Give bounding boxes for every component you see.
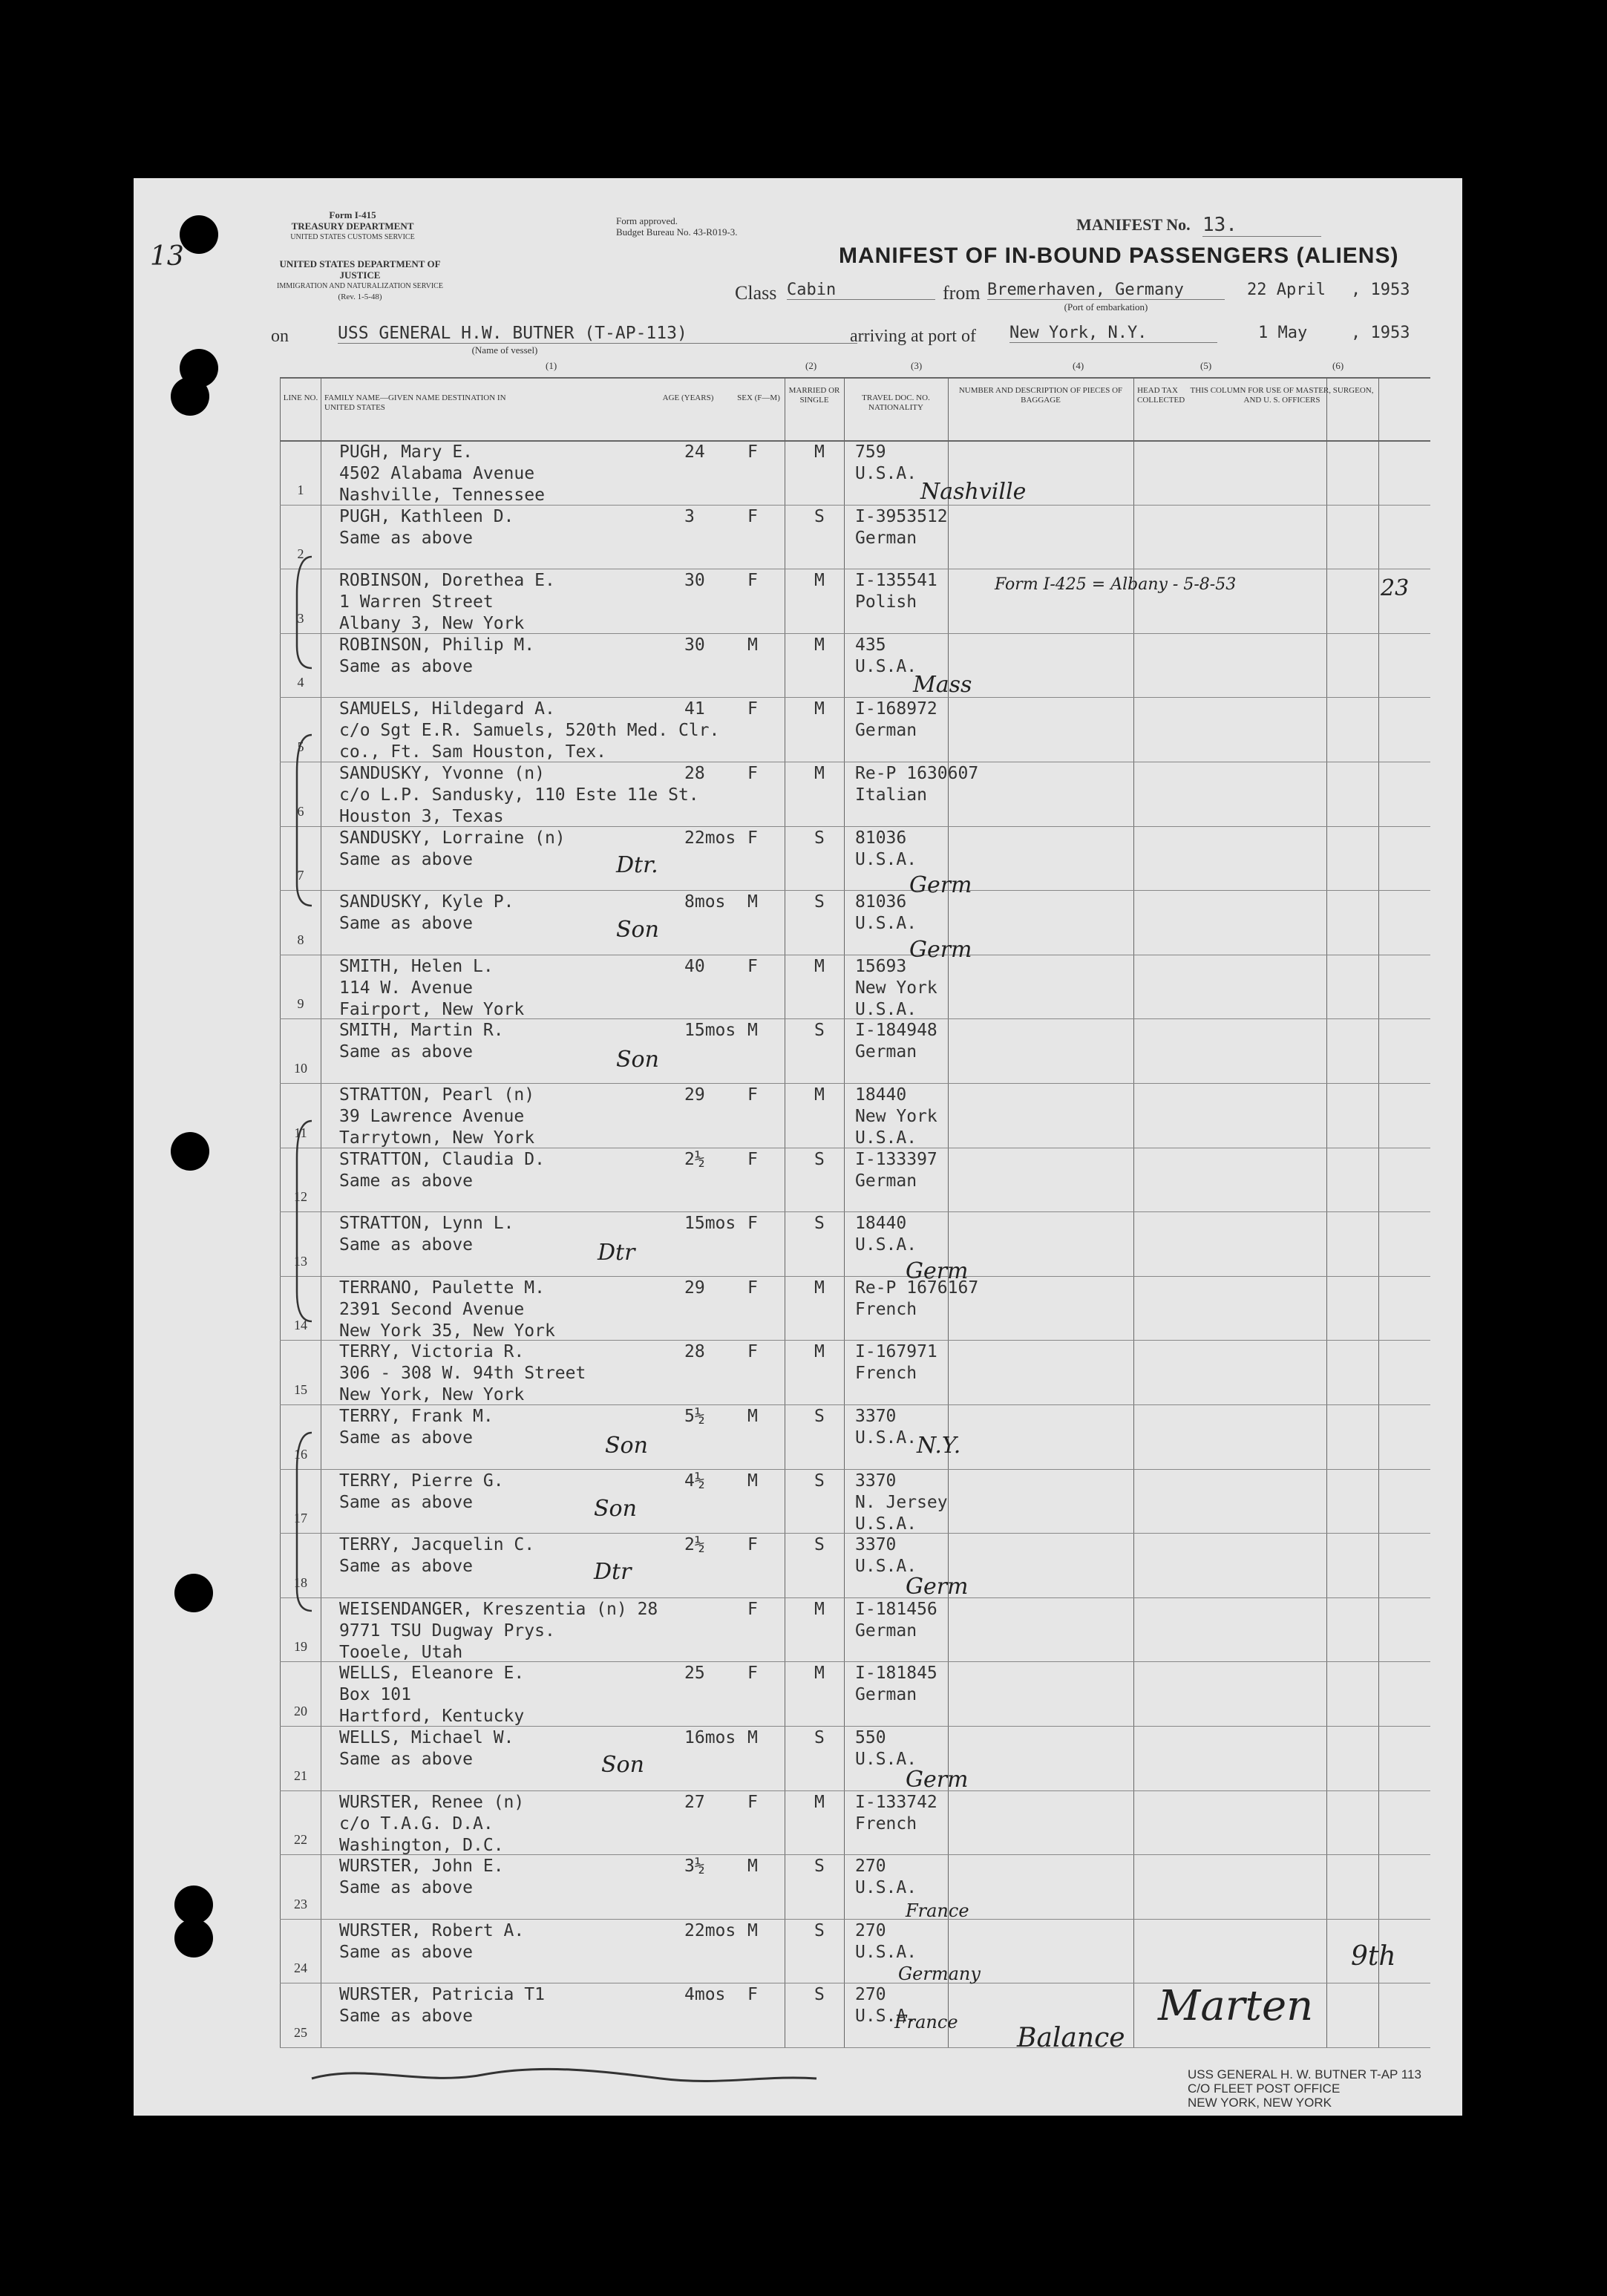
column-number: (6) xyxy=(1332,360,1344,371)
travel-document: Re-P 1676167 French xyxy=(855,1278,979,1319)
travel-document: 18440 New York U.S.A. xyxy=(855,1085,937,1148)
immigration-label: IMMIGRATION AND NATURALIZATION SERVICE xyxy=(277,282,443,290)
table-row xyxy=(280,762,1430,826)
departure-date: 22 April xyxy=(1247,281,1326,299)
passenger-sex: F xyxy=(747,828,758,848)
travel-document: 3370 U.S.A. xyxy=(855,1535,917,1577)
handwritten-note: Germany xyxy=(898,1963,981,1984)
passenger-sex: F xyxy=(747,956,758,976)
handwritten-note: Germ xyxy=(906,1574,969,1600)
table-row xyxy=(280,1404,1430,1469)
column-number: (3) xyxy=(911,360,923,371)
passenger-name: ROBINSON, Dorethea E. 1 Warren Street Albany 3, New York xyxy=(339,571,555,634)
table-row xyxy=(280,505,1430,569)
passenger-age: 28 xyxy=(684,764,705,783)
marital-status: S xyxy=(814,1857,825,1877)
revision-label: (Rev. 1-5-48) xyxy=(338,292,382,301)
bottom-scribble xyxy=(304,2056,824,2101)
marital-status: S xyxy=(814,1021,825,1041)
line-number: 9 xyxy=(297,996,304,1012)
table-row xyxy=(280,1597,1430,1662)
travel-document: I-133742 French xyxy=(855,1792,937,1834)
marital-status: S xyxy=(814,892,825,912)
passenger-sex: F xyxy=(747,1342,758,1362)
family-brackets xyxy=(282,549,327,2034)
handwritten-note: Germ xyxy=(909,872,972,898)
handwritten-note: N.Y. xyxy=(917,1433,961,1459)
passenger-name: STRATTON, Lynn L. Same as above xyxy=(339,1214,514,1255)
passenger-name: SANDUSKY, Kyle P. Same as above xyxy=(339,892,514,934)
passenger-age: 3 xyxy=(684,506,695,526)
marital-status: M xyxy=(814,764,825,783)
passenger-age: 30 xyxy=(684,571,705,591)
marital-status: M xyxy=(814,1599,825,1619)
travel-document: 15693 New York U.S.A. xyxy=(855,956,937,1019)
travel-document: I-133397 German xyxy=(855,1149,937,1191)
column-number: (2) xyxy=(805,360,817,371)
passenger-name: STRATTON, Claudia D. Same as above xyxy=(339,1149,545,1191)
travel-document: 81036 U.S.A. xyxy=(855,892,917,934)
passenger-sex: F xyxy=(747,442,758,462)
passenger-name: SANDUSKY, Yvonne (n) c/o L.P. Sandusky, 110 Este 11e St. Houston 3, Texas xyxy=(339,764,699,826)
table-row xyxy=(280,569,1430,633)
passenger-name: TERRY, Jacquelin C. Same as above xyxy=(339,1535,535,1577)
passenger-sex: M xyxy=(747,1471,758,1491)
passenger-name: ROBINSON, Philip M. Same as above xyxy=(339,635,535,676)
line-number: 6 xyxy=(297,803,304,819)
marital-status: M xyxy=(814,1342,825,1362)
form-header xyxy=(260,209,445,243)
manifest-title: MANIFEST OF IN-BOUND PASSENGERS (ALIENS) xyxy=(839,243,1399,268)
class-value: Cabin xyxy=(787,281,935,300)
table-row xyxy=(280,1533,1430,1597)
table-row xyxy=(280,1018,1430,1083)
col-tax-header: HEAD TAX COLLECTED xyxy=(1137,386,1185,405)
passenger-sex: F xyxy=(747,699,758,719)
passenger-sex: M xyxy=(747,1728,758,1747)
passenger-name: WURSTER, Patricia T1 Same as above xyxy=(339,1985,545,2027)
table-row xyxy=(280,1211,1430,1276)
col-age-header: AGE (YEARS) xyxy=(662,393,714,402)
manifest-number-label: MANIFEST No. xyxy=(1076,215,1191,234)
port-caption: (Port of embarkation) xyxy=(1064,301,1148,313)
passenger-name: PUGH, Mary E. 4502 Alabama Avenue Nashville, Tennessee xyxy=(339,442,545,505)
passenger-age: 22mos xyxy=(684,1920,736,1940)
travel-document: I-3953512 German xyxy=(855,506,948,548)
line-number: 25 xyxy=(294,2024,307,2040)
from-value: Bremerhaven, Germany xyxy=(987,281,1225,300)
table-row xyxy=(280,1340,1430,1404)
column-number: (5) xyxy=(1200,360,1212,371)
table-row xyxy=(280,440,1430,505)
passenger-age: 16mos xyxy=(684,1728,736,1747)
handwritten-note: Mass xyxy=(913,672,972,698)
travel-document: 270 U.S.A. xyxy=(855,1857,917,1898)
punch-hole xyxy=(171,377,209,416)
form-number: Form I-415 xyxy=(329,209,376,220)
handwritten-note: Son xyxy=(601,1752,644,1778)
passenger-name: TERRANO, Paulette M. 2391 Second Avenue New York 35, New York xyxy=(339,1278,555,1341)
customs-label: UNITED STATES CUSTOMS SERVICE xyxy=(290,233,415,241)
marital-status: M xyxy=(814,1085,825,1105)
line-number: 24 xyxy=(294,1960,307,1976)
passenger-sex: F xyxy=(747,1664,758,1684)
marital-status: M xyxy=(814,1278,825,1298)
passenger-age: 3½ xyxy=(684,1857,705,1877)
passenger-sex: F xyxy=(747,1599,758,1619)
passenger-name: TERRY, Frank M. Same as above xyxy=(339,1407,494,1448)
col-baggage-header: NUMBER AND DESCRIPTION OF PIECES OF BAGGAGE xyxy=(958,386,1123,405)
passenger-name: PUGH, Kathleen D. Same as above xyxy=(339,506,514,548)
line-number: 2 xyxy=(297,546,304,562)
passenger-sex: F xyxy=(747,1792,758,1812)
officer-signature: Marten xyxy=(1158,1982,1314,2030)
passenger-age: 8mos xyxy=(684,892,726,912)
line-number: 12 xyxy=(294,1189,307,1205)
passenger-sex: F xyxy=(747,1535,758,1555)
marital-status: M xyxy=(814,1664,825,1684)
handwritten-note: Nashville xyxy=(920,479,1027,505)
handwritten-note: France xyxy=(906,1900,969,1921)
stamp-line: USS GENERAL H. W. BUTNER T-AP 113 xyxy=(1188,2067,1421,2081)
handwritten-note: 23 xyxy=(1381,575,1410,601)
departure-year: , 1953 xyxy=(1351,281,1410,299)
passenger-table xyxy=(280,377,1430,2047)
passenger-name: TERRY, Victoria R. 306 - 308 W. 94th Street New York, New York xyxy=(339,1342,586,1405)
passenger-sex: M xyxy=(747,1920,758,1940)
arrival-year: , 1953 xyxy=(1351,324,1410,342)
column-number: (1) xyxy=(546,360,557,371)
stamp-line: C/O FLEET POST OFFICE xyxy=(1188,2081,1341,2096)
marital-status: S xyxy=(814,1149,825,1169)
passenger-name: STRATTON, Pearl (n) 39 Lawrence Avenue Tarrytown, New York xyxy=(339,1085,535,1148)
table-row xyxy=(280,1790,1430,1855)
travel-document: 3370 U.S.A. xyxy=(855,1407,917,1448)
manifest-number: 13. xyxy=(1202,214,1321,237)
marital-status: S xyxy=(814,1728,825,1747)
travel-document: I-168972 German xyxy=(855,699,937,741)
passenger-age: 2½ xyxy=(684,1535,705,1555)
arrival-port: New York, N.Y. xyxy=(1009,324,1217,343)
line-number: 1 xyxy=(297,482,304,497)
handwritten-note: Dtr. xyxy=(616,852,658,878)
table-row xyxy=(280,1726,1430,1790)
line-number: 4 xyxy=(297,675,304,690)
table-row xyxy=(280,1148,1430,1212)
marital-status: S xyxy=(814,1407,825,1426)
travel-document: 435 U.S.A. xyxy=(855,635,917,676)
treasury-label: TREASURY DEPARTMENT xyxy=(291,220,414,232)
handwritten-note: Son xyxy=(605,1433,648,1459)
line-number: 20 xyxy=(294,1703,307,1718)
passenger-age: 5½ xyxy=(684,1407,705,1426)
passenger-age: 24 xyxy=(684,442,705,462)
table-row xyxy=(280,1919,1430,1983)
passenger-sex: M xyxy=(747,635,758,655)
passenger-sex: F xyxy=(747,506,758,526)
passenger-age: 41 xyxy=(684,699,705,719)
handwritten-note: Son xyxy=(616,1047,659,1073)
approval-note xyxy=(616,215,765,238)
table-row xyxy=(280,1083,1430,1148)
from-label: from xyxy=(943,282,981,304)
line-number: 15 xyxy=(294,1381,307,1397)
passenger-name: WELLS, Eleanore E. Box 101 Hartford, Kentucky xyxy=(339,1664,525,1727)
travel-document: I-184948 German xyxy=(855,1021,937,1062)
passenger-name: SMITH, Helen L. 114 W. Avenue Fairport, New York xyxy=(339,956,525,1019)
column-number: (4) xyxy=(1073,360,1084,371)
travel-document: 3370 N. Jersey U.S.A. xyxy=(855,1471,948,1534)
line-number: 16 xyxy=(294,1446,307,1462)
passenger-age: 22mos xyxy=(684,828,736,848)
line-number: 3 xyxy=(297,610,304,626)
vessel-name: USS GENERAL H.W. BUTNER (T-AP-113) xyxy=(338,324,857,344)
travel-document: 81036 U.S.A. xyxy=(855,828,917,869)
travel-document: Re-P 1630607 Italian xyxy=(855,764,979,805)
travel-document: 18440 U.S.A. xyxy=(855,1214,917,1255)
vessel-caption: (Name of vessel) xyxy=(471,344,538,356)
marital-status: M xyxy=(814,956,825,976)
passenger-sex: F xyxy=(747,1149,758,1169)
handwritten-note: Balance xyxy=(1017,2023,1125,2053)
passenger-age: 30 xyxy=(684,635,705,655)
marital-status: M xyxy=(814,1792,825,1812)
passenger-name: WURSTER, Renee (n) c/o T.A.G. D.A. Washington, D.C. xyxy=(339,1792,525,1855)
table-row xyxy=(280,697,1430,762)
line-number: 22 xyxy=(294,1832,307,1848)
handwritten-note: Germ xyxy=(909,937,972,963)
line-number: 18 xyxy=(294,1574,307,1590)
table-row xyxy=(280,633,1430,698)
col-sex-header: SEX (F—M) xyxy=(737,393,780,402)
travel-document: I-181845 German xyxy=(855,1664,937,1705)
marital-status: S xyxy=(814,506,825,526)
punch-hole xyxy=(174,1574,213,1612)
passenger-name: SMITH, Martin R. Same as above xyxy=(339,1021,504,1062)
line-number: 11 xyxy=(294,1125,307,1140)
justice-header xyxy=(267,258,453,303)
passenger-sex: F xyxy=(747,571,758,591)
passenger-sex: F xyxy=(747,1278,758,1298)
passenger-age: 27 xyxy=(684,1792,705,1812)
row-divider xyxy=(280,2047,1430,2048)
passenger-sex: M xyxy=(747,892,758,912)
marital-status: S xyxy=(814,828,825,848)
table-row xyxy=(280,1854,1430,1919)
table-row xyxy=(280,955,1430,1019)
passenger-age: 28 xyxy=(684,1342,705,1362)
passenger-sex: F xyxy=(747,764,758,783)
stamp-line: NEW YORK, NEW YORK xyxy=(1188,2096,1332,2110)
line-number: 17 xyxy=(294,1511,307,1526)
travel-document: I-181456 German xyxy=(855,1599,937,1641)
passenger-age: 29 xyxy=(684,1085,705,1105)
passenger-age: 15mos xyxy=(684,1214,736,1234)
passenger-age: 4mos xyxy=(684,1985,726,2005)
passenger-sex: F xyxy=(747,1985,758,2005)
marital-status: M xyxy=(814,635,825,655)
col-officers-header: THIS COLUMN FOR USE OF MASTER, SURGEON, AND U. S. OFFICERS xyxy=(1190,386,1374,405)
marital-status: S xyxy=(814,1920,825,1940)
travel-document: 270 U.S.A. xyxy=(855,1920,917,1962)
passenger-age: 25 xyxy=(684,1664,705,1684)
punch-hole xyxy=(180,215,218,254)
travel-document: 550 U.S.A. xyxy=(855,1728,917,1769)
handwritten-note: Germ xyxy=(906,1258,969,1284)
passenger-sex: F xyxy=(747,1214,758,1234)
passenger-age: 29 xyxy=(684,1278,705,1298)
table-row xyxy=(280,1276,1430,1341)
justice-label: UNITED STATES DEPARTMENT OF JUSTICE xyxy=(279,258,441,281)
marital-status: S xyxy=(814,1471,825,1491)
marital-status: S xyxy=(814,1535,825,1555)
table-row xyxy=(280,1469,1430,1534)
handwritten-note: Dtr xyxy=(598,1240,635,1266)
marital-status: M xyxy=(814,442,825,462)
approved-label: Form approved. xyxy=(616,215,678,226)
passenger-name: WEISENDANGER, Kreszentia (n) 28 9771 TSU Dugway Prys. Tooele, Utah xyxy=(339,1599,658,1662)
travel-document: I-167971 French xyxy=(855,1342,937,1384)
table-row xyxy=(280,890,1430,955)
marital-status: S xyxy=(814,1214,825,1234)
passenger-name: WURSTER, Robert A. Same as above xyxy=(339,1920,525,1962)
line-number: 23 xyxy=(294,1896,307,1911)
passenger-sex: M xyxy=(747,1021,758,1041)
marital-status: M xyxy=(814,699,825,719)
travel-document: I-135541 Polish xyxy=(855,571,937,612)
col-line-header: LINE NO. xyxy=(283,393,318,402)
punch-hole xyxy=(174,1919,213,1958)
handwritten-note: Son xyxy=(594,1496,637,1522)
line-number: 10 xyxy=(294,1060,307,1076)
travel-document: 759 U.S.A. xyxy=(855,442,917,483)
passenger-sex: M xyxy=(747,1407,758,1426)
passenger-age: 2½ xyxy=(684,1149,705,1169)
ship-stamp xyxy=(1188,2067,1421,2110)
manifest-page xyxy=(134,178,1462,2116)
arriving-label: arriving at port of xyxy=(850,327,976,346)
col-travel-header: TRAVEL DOC. NO. NATIONALITY xyxy=(862,393,930,412)
col-married-header: MARRIED OR SINGLE xyxy=(788,386,840,405)
table-top-border xyxy=(280,377,1430,379)
on-label: on xyxy=(271,327,289,346)
line-number: 7 xyxy=(297,868,304,883)
passenger-name: WURSTER, John E. Same as above xyxy=(339,1857,504,1898)
passenger-age: 15mos xyxy=(684,1021,736,1041)
line-number: 19 xyxy=(294,1639,307,1655)
handwritten-note: Dtr xyxy=(594,1559,632,1585)
passenger-age: 40 xyxy=(684,956,705,976)
handwritten-note: France xyxy=(894,2012,958,2032)
line-number: 8 xyxy=(297,932,304,947)
line-number: 21 xyxy=(294,1767,307,1783)
passenger-name: WELLS, Michael W. Same as above xyxy=(339,1728,514,1769)
budget-label: Budget Bureau No. 43-R019-3. xyxy=(616,226,738,238)
line-number: 14 xyxy=(294,1318,307,1333)
marital-status: S xyxy=(814,1985,825,2005)
marital-status: M xyxy=(814,571,825,591)
passenger-age: 4½ xyxy=(684,1471,705,1491)
class-label: Class xyxy=(735,282,777,304)
margin-note: 13 xyxy=(150,241,184,272)
passenger-name: SAMUELS, Hildegard A. c/o Sgt E.R. Samuels, 520th Med. Clr. co., Ft. Sam Houston, Tex. xyxy=(339,699,720,762)
passenger-sex: M xyxy=(747,1857,758,1877)
travel-document: 270 U.S.A. xyxy=(855,1985,917,2027)
arrival-date: 1 May xyxy=(1258,324,1308,342)
line-number: 13 xyxy=(294,1253,307,1269)
line-number: 5 xyxy=(297,739,304,754)
passenger-name: TERRY, Pierre G. Same as above xyxy=(339,1471,504,1512)
punch-hole xyxy=(171,1132,209,1171)
handwritten-note: Form I-425 = Albany - 5-8-53 xyxy=(995,575,1237,594)
passenger-sex: F xyxy=(747,1085,758,1105)
passenger-name: SANDUSKY, Lorraine (n) Same as above xyxy=(339,828,566,869)
col-name-header: FAMILY NAME—GIVEN NAME DESTINATION IN UNITED STATES xyxy=(324,393,506,412)
handwritten-note: Germ xyxy=(906,1767,969,1793)
table-row xyxy=(280,1661,1430,1726)
handwritten-note: 9th xyxy=(1351,1941,1396,1972)
table-row xyxy=(280,826,1430,891)
handwritten-note: Son xyxy=(616,917,659,943)
